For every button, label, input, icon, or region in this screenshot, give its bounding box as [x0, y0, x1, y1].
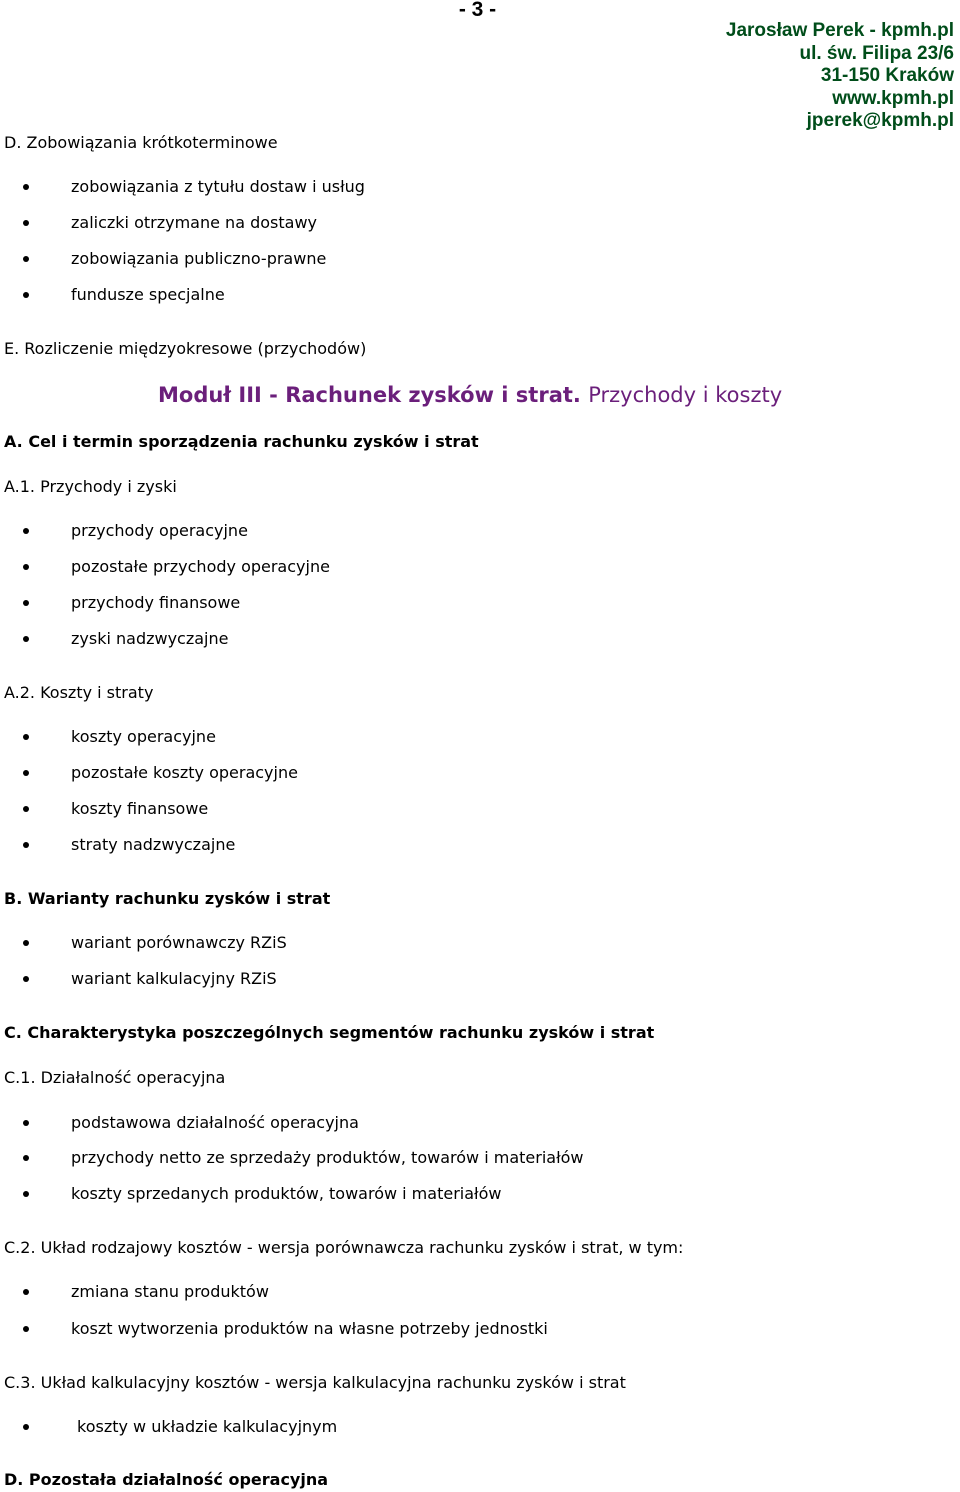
author-website[interactable]: www.kpmh.pl: [832, 87, 954, 109]
bullet-icon: [23, 734, 29, 740]
bullet-icon: [23, 1424, 29, 1430]
bullet-icon: [23, 806, 29, 812]
bullet-icon: [23, 770, 29, 776]
bullet-icon: [23, 220, 29, 226]
section-c-title: C. Charakterystyka poszczególnych segmentów rachunku zysków i strat: [4, 1023, 655, 1042]
list-item: wariant porównawczy RZiS: [71, 933, 287, 952]
list-item: fundusze specjalne: [71, 285, 225, 304]
bullet-icon: [23, 1289, 29, 1295]
list-item: zmiana stanu produktów: [71, 1282, 269, 1301]
bullet-icon: [23, 1191, 29, 1197]
section-a1-title: A.1. Przychody i zyski: [4, 477, 177, 496]
list-item: koszty w układzie kalkulacyjnym: [77, 1417, 338, 1436]
bullet-icon: [23, 184, 29, 190]
list-item: koszt wytworzenia produktów na własne potrzeby jednostki: [71, 1319, 548, 1338]
module-title-main: Moduł III - Rachunek zysków i strat.: [158, 383, 581, 407]
list-item: straty nadzwyczajne: [71, 835, 236, 854]
page-number: - 3 -: [458, 0, 497, 21]
list-item: pozostałe przychody operacyjne: [71, 557, 330, 576]
list-item: koszty sprzedanych produktów, towarów i materiałów: [71, 1184, 502, 1203]
author-city: 31-150 Kraków: [820, 65, 954, 86]
author-email[interactable]: jperek@kpmh.pl: [806, 110, 954, 131]
list-item: przychody operacyjne: [71, 521, 248, 540]
bullet-icon: [23, 1326, 29, 1332]
section-b-title: B. Warianty rachunku zysków i strat: [4, 889, 331, 908]
section-a2-title: A.2. Koszty i straty: [4, 683, 154, 702]
section-c3-title: C.3. Układ kalkulacyjny kosztów - wersja kalkulacyjna rachunku zysków i strat: [4, 1373, 626, 1392]
bullet-icon: [23, 1155, 29, 1161]
bullet-icon: [23, 976, 29, 982]
bullet-icon: [23, 528, 29, 534]
section-c2-title: C.2. Układ rodzajowy kosztów - wersja porównawcza rachunku zysków i strat, w tym:: [4, 1238, 684, 1257]
section-c1-title: C.1. Działalność operacyjna: [4, 1068, 226, 1087]
bullet-icon: [23, 1120, 29, 1126]
module-title-sub: Przychody i koszty: [588, 383, 783, 407]
bullet-icon: [23, 600, 29, 606]
author-contact: [726, 20, 954, 133]
author-street: ul. św. Filipa 23/6: [799, 42, 954, 64]
list-item: przychody netto ze sprzedaży produktów, towarów i materiałów: [71, 1148, 584, 1167]
list-item: zyski nadzwyczajne: [71, 629, 229, 648]
list-item: przychody finansowe: [71, 593, 241, 612]
section-d2-title: D. Pozostała działalność operacyjna: [4, 1470, 329, 1489]
bullet-icon: [23, 940, 29, 946]
bullet-icon: [23, 564, 29, 570]
list-item: podstawowa działalność operacyjna: [71, 1113, 359, 1132]
bullet-icon: [23, 842, 29, 848]
author-name: Jarosław Perek - kpmh.pl: [725, 20, 954, 41]
bullet-icon: [23, 636, 29, 642]
list-item: koszty operacyjne: [71, 727, 216, 746]
list-item: pozostałe koszty operacyjne: [71, 763, 298, 782]
bullet-icon: [23, 292, 29, 298]
list-item: zobowiązania z tytułu dostaw i usług: [71, 177, 365, 196]
list-item: zobowiązania publiczno-prawne: [71, 249, 327, 268]
list-item: zaliczki otrzymane na dostawy: [71, 213, 317, 232]
section-a-title: A. Cel i termin sporządzenia rachunku zysków i strat: [4, 432, 479, 451]
section-e-title: E. Rozliczenie międzyokresowe (przychodów): [4, 339, 367, 358]
section-d-title: D. Zobowiązania krótkoterminowe: [4, 133, 278, 152]
list-item: wariant kalkulacyjny RZiS: [71, 969, 277, 988]
list-item: koszty finansowe: [71, 799, 209, 818]
bullet-icon: [23, 256, 29, 262]
module-title: [158, 382, 782, 408]
